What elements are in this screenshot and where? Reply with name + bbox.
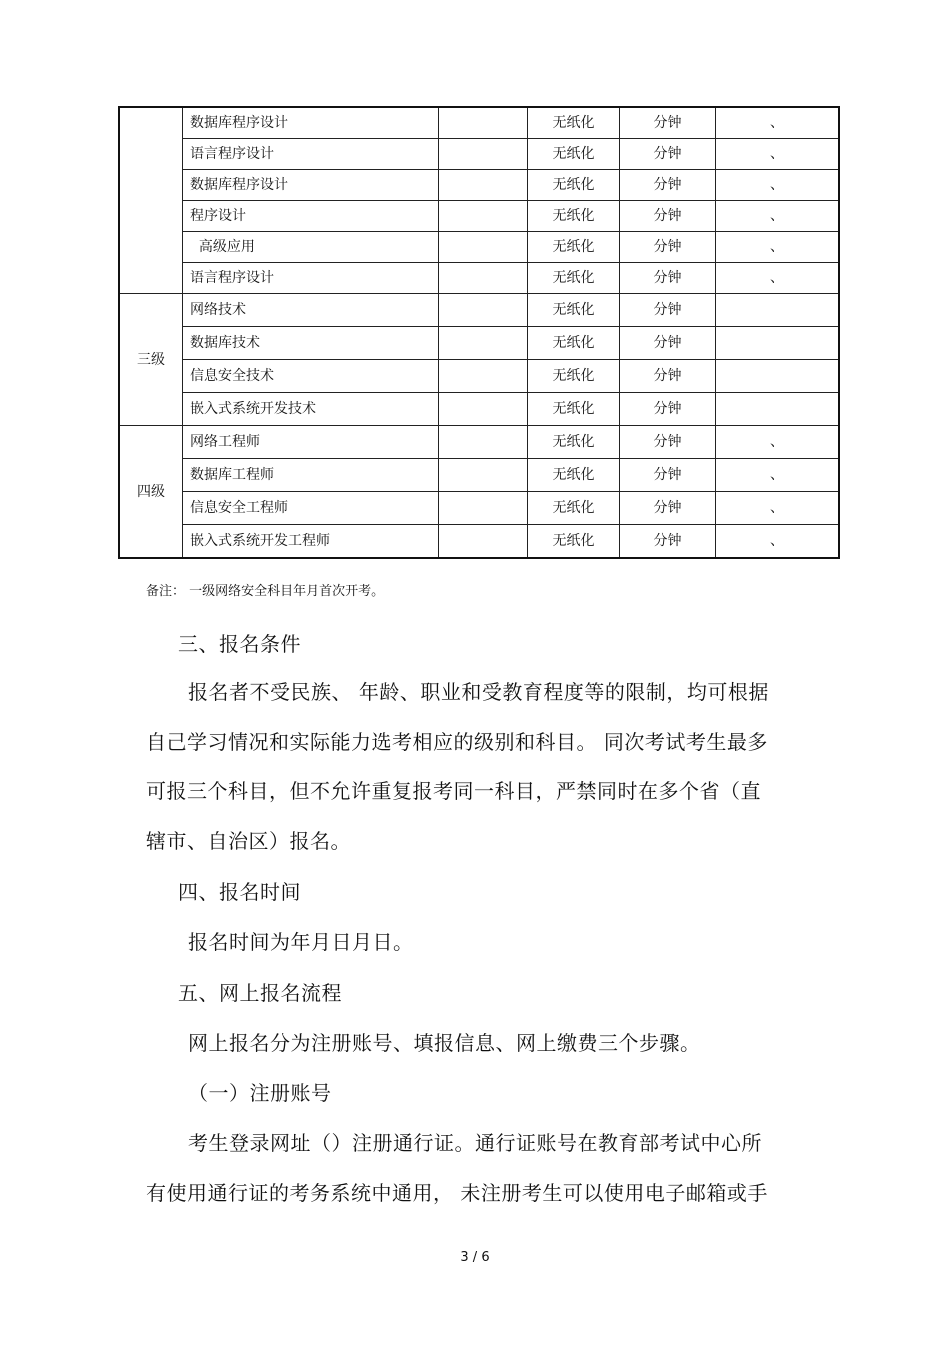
mode-cell: 无纸化 bbox=[528, 201, 620, 232]
blank-cell bbox=[439, 170, 528, 201]
mark-cell: 、 bbox=[716, 459, 840, 492]
page-number: 3 / 6 bbox=[460, 1250, 490, 1265]
blank-cell bbox=[439, 360, 528, 393]
mode-cell: 无纸化 bbox=[528, 426, 620, 459]
mark-cell: 、 bbox=[716, 201, 840, 232]
subject-cell: 信息安全工程师 bbox=[183, 492, 439, 525]
mode-cell: 无纸化 bbox=[528, 263, 620, 294]
mode-cell: 无纸化 bbox=[528, 139, 620, 170]
section4-heading: 四、报名时间 bbox=[178, 880, 301, 904]
mode-cell: 无纸化 bbox=[528, 294, 620, 327]
blank-cell bbox=[439, 263, 528, 294]
mark-cell bbox=[716, 294, 840, 327]
duration-cell: 分钟 bbox=[620, 360, 716, 393]
subject-cell: 网络技术 bbox=[183, 294, 439, 327]
section3-heading: 三、报名条件 bbox=[178, 632, 301, 656]
duration-cell: 分钟 bbox=[620, 393, 716, 426]
section3-line-2: 自己学习情况和实际能力选考相应的级别和科目。 同次考试考生最多 bbox=[146, 730, 768, 754]
duration-cell: 分钟 bbox=[620, 232, 716, 263]
subject-cell: 语言程序设计 bbox=[183, 263, 439, 294]
blank-cell bbox=[439, 107, 528, 139]
mode-cell: 无纸化 bbox=[528, 492, 620, 525]
level-cell bbox=[119, 107, 183, 294]
table-row bbox=[119, 327, 839, 360]
duration-cell: 分钟 bbox=[620, 294, 716, 327]
blank-cell bbox=[439, 139, 528, 170]
section5-subheading: （一）注册账号 bbox=[188, 1081, 332, 1105]
mark-cell: 、 bbox=[716, 263, 840, 294]
duration-cell: 分钟 bbox=[620, 201, 716, 232]
mark-cell: 、 bbox=[716, 525, 840, 559]
mark-cell bbox=[716, 393, 840, 426]
duration-cell: 分钟 bbox=[620, 170, 716, 201]
mode-cell: 无纸化 bbox=[528, 107, 620, 139]
blank-cell bbox=[439, 201, 528, 232]
subject-cell: 高级应用 bbox=[183, 232, 439, 263]
blank-cell bbox=[439, 525, 528, 559]
mode-cell: 无纸化 bbox=[528, 393, 620, 426]
subject-cell: 数据库程序设计 bbox=[183, 170, 439, 201]
table-note: 备注： 一级网络安全科目年月首次开考。 bbox=[146, 584, 385, 599]
duration-cell: 分钟 bbox=[620, 327, 716, 360]
table-row bbox=[119, 393, 839, 426]
mode-cell: 无纸化 bbox=[528, 525, 620, 559]
section3-line-4: 辖市、自治区）报名。 bbox=[146, 829, 351, 853]
mark-cell: 、 bbox=[716, 139, 840, 170]
mode-cell: 无纸化 bbox=[528, 459, 620, 492]
section5-line-2: 有使用通行证的考务系统中通用， 未注册考生可以使用电子邮箱或手 bbox=[146, 1181, 768, 1205]
mark-cell: 、 bbox=[716, 107, 840, 139]
blank-cell bbox=[439, 426, 528, 459]
exam-subject-table bbox=[118, 106, 840, 559]
blank-cell bbox=[439, 327, 528, 360]
table-body bbox=[119, 107, 839, 558]
section5-line-1: 考生登录网址（）注册通行证。通行证账号在教育部考试中心所 bbox=[188, 1131, 762, 1155]
mark-cell bbox=[716, 327, 840, 360]
mark-cell: 、 bbox=[716, 426, 840, 459]
subject-cell: 嵌入式系统开发技术 bbox=[183, 393, 439, 426]
subject-cell: 数据库工程师 bbox=[183, 459, 439, 492]
table-row bbox=[119, 170, 839, 201]
duration-cell: 分钟 bbox=[620, 459, 716, 492]
blank-cell bbox=[439, 294, 528, 327]
level-cell: 四级 bbox=[119, 426, 183, 559]
mark-cell: 、 bbox=[716, 232, 840, 263]
section5-heading: 五、网上报名流程 bbox=[178, 981, 342, 1005]
subject-cell: 数据库程序设计 bbox=[183, 107, 439, 139]
mode-cell: 无纸化 bbox=[528, 360, 620, 393]
table-row bbox=[119, 426, 839, 459]
section3-line-1: 报名者不受民族、 年龄、职业和受教育程度等的限制，均可根据 bbox=[188, 680, 769, 704]
duration-cell: 分钟 bbox=[620, 492, 716, 525]
blank-cell bbox=[439, 492, 528, 525]
mark-cell bbox=[716, 360, 840, 393]
section3-line-3: 可报三个科目，但不允许重复报考同一科目，严禁同时在多个省（直 bbox=[146, 779, 761, 803]
duration-cell: 分钟 bbox=[620, 525, 716, 559]
duration-cell: 分钟 bbox=[620, 107, 716, 139]
subject-cell: 网络工程师 bbox=[183, 426, 439, 459]
table-row bbox=[119, 525, 839, 559]
mark-cell: 、 bbox=[716, 170, 840, 201]
duration-cell: 分钟 bbox=[620, 263, 716, 294]
mode-cell: 无纸化 bbox=[528, 327, 620, 360]
level-cell: 三级 bbox=[119, 294, 183, 426]
table-row bbox=[119, 263, 839, 294]
subject-cell: 信息安全技术 bbox=[183, 360, 439, 393]
table-row bbox=[119, 294, 839, 327]
mode-cell: 无纸化 bbox=[528, 170, 620, 201]
table-row bbox=[119, 232, 839, 263]
table-row bbox=[119, 492, 839, 525]
table-row bbox=[119, 201, 839, 232]
mode-cell: 无纸化 bbox=[528, 232, 620, 263]
duration-cell: 分钟 bbox=[620, 426, 716, 459]
subject-cell: 数据库技术 bbox=[183, 327, 439, 360]
blank-cell bbox=[439, 459, 528, 492]
table-row bbox=[119, 107, 839, 139]
section5-body: 网上报名分为注册账号、填报信息、网上缴费三个步骤。 bbox=[188, 1031, 701, 1055]
blank-cell bbox=[439, 393, 528, 426]
table-row bbox=[119, 360, 839, 393]
subject-cell: 程序设计 bbox=[183, 201, 439, 232]
table-row bbox=[119, 459, 839, 492]
subject-cell: 嵌入式系统开发工程师 bbox=[183, 525, 439, 559]
table-row bbox=[119, 139, 839, 170]
mark-cell: 、 bbox=[716, 492, 840, 525]
blank-cell bbox=[439, 232, 528, 263]
subject-cell: 语言程序设计 bbox=[183, 139, 439, 170]
duration-cell: 分钟 bbox=[620, 139, 716, 170]
section4-body: 报名时间为年月日月日。 bbox=[188, 930, 414, 954]
